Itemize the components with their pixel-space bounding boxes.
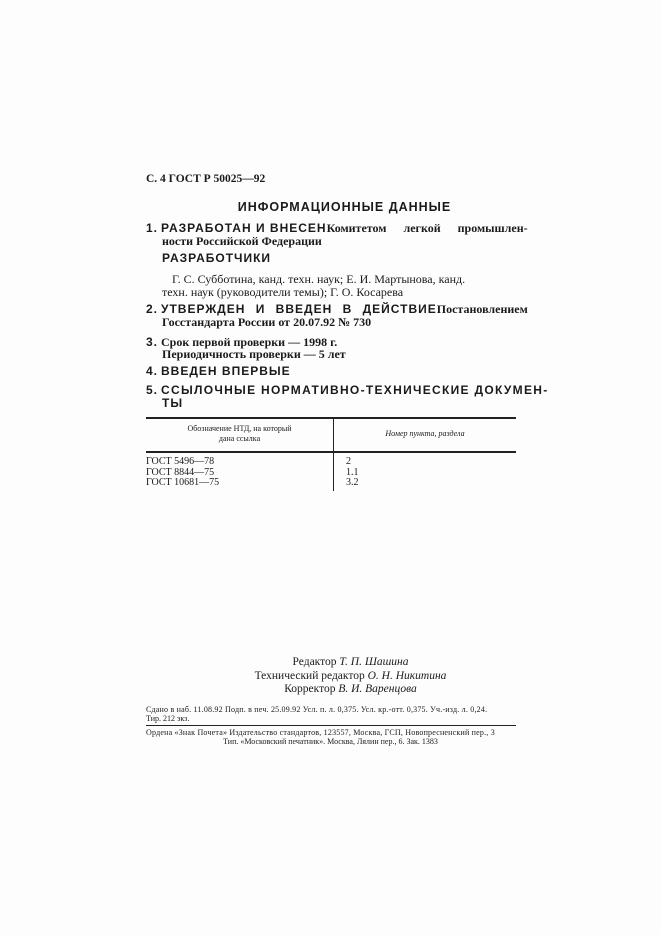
item-number: 3. [146, 335, 159, 349]
item-4 [146, 364, 291, 379]
row-clause: 3.2 [346, 477, 359, 488]
item-number: 4. [146, 364, 159, 378]
table-row [146, 457, 516, 468]
imprint-line: Ордена «Знак Почета» Издательство стандартов, 123557, Москва, ГСП, Новопресненский пер., 3 [146, 728, 495, 737]
header-text: дана ссылка [218, 434, 261, 443]
credit-role: Технический редактор [254, 669, 365, 682]
row-document: ГОСТ 5496—78 [146, 456, 215, 467]
item-text: Комитетом легкой промышлен- [326, 221, 528, 235]
credits [0, 656, 661, 697]
column-header-document [146, 424, 333, 444]
imprint-line: Тир. 212 экз. [146, 714, 190, 723]
item-heading: ВВЕДЕН ВПЕРВЫЕ [161, 364, 291, 378]
item-number: 1. [146, 221, 159, 235]
row-document: ГОСТ 8844—75 [146, 466, 215, 478]
imprint-rule [146, 725, 516, 726]
credit-line [40, 683, 661, 697]
imprint-line: Тип. «Московский печатник». Москва, Лялин пер., 6. Зак. 1383 [223, 737, 438, 746]
credit-name: О. Н. Никитина [367, 669, 447, 682]
credit-line [40, 670, 661, 684]
developers-heading: РАЗРАБОТЧИКИ [162, 251, 272, 265]
row-clause: 2 [346, 456, 351, 467]
credit-name: Т. П. Шашина [339, 656, 409, 668]
table-rule [146, 451, 516, 453]
developers-line: техн. наук (руководители темы); Г. О. Косарева [162, 285, 404, 299]
item-heading: РАЗРАБОТАН И ВНЕСЕН [161, 221, 327, 235]
item-heading: ССЫЛОЧНЫЕ НОРМАТИВНО-ТЕХНИЧЕСКИЕ ДОКУМЕН- [161, 383, 549, 397]
row-document: ГОСТ 10681—75 [146, 477, 220, 488]
item-heading: УТВЕРЖДЕН И ВВЕДЕН В ДЕЙСТВИЕ [161, 302, 437, 316]
page-header: С. 4 ГОСТ Р 50025—92 [146, 173, 266, 185]
credit-line [40, 656, 661, 670]
item-text: Срок первой проверки — 1998 г. [161, 335, 338, 349]
row-clause: 1.1 [346, 466, 359, 478]
section-title: ИНФОРМАЦИОННЫЕ ДАННЫЕ [237, 200, 452, 214]
credit-name: В. И. Варенцова [338, 683, 417, 695]
item-text: Постановлением [436, 302, 528, 316]
column-header-clause: Номер пункта, раздела [385, 429, 465, 438]
developers-line: Г. С. Субботина, канд. техн. наук; Е. И. Мартынова, канд. [172, 272, 466, 286]
item-text: Периодичность проверки — 5 лет [162, 347, 346, 361]
item-text: ности Российской Федерации [162, 234, 322, 248]
credit-role: Корректор [284, 683, 336, 695]
table-rule [146, 417, 516, 419]
table-row [146, 478, 516, 489]
item-text: Госстандарта России от 20.07.92 № 730 [162, 315, 372, 329]
item-5 [146, 383, 549, 398]
header-text: Обозначение НТД, на который [187, 424, 292, 433]
credit-role: Редактор [292, 656, 337, 668]
imprint-line: Сдано в наб. 11.08.92 Подп. в печ. 25.09.92 Усл. п. л. 0,375. Усл. кр.-отт. 0,375. Уч.-изд. л. 0,24. [146, 705, 488, 714]
item-number: 2. [146, 302, 159, 316]
item-heading: ТЫ [162, 396, 184, 410]
item-number: 5. [146, 383, 159, 397]
